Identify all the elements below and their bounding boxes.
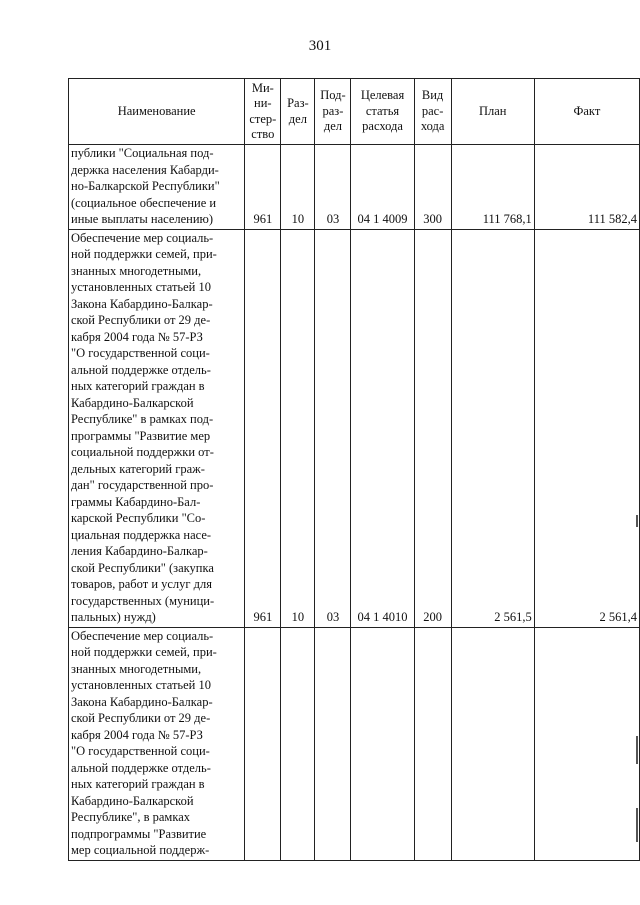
header-subsection-line: раз- [322,103,344,118]
row-name-line: дан" государственной про- [71,478,214,492]
row-name-line: ных категорий граждан в [71,777,205,791]
row-section-cell: 10 [281,229,315,627]
row-target-cell [351,627,414,860]
row-name-line: Закона Кабардино-Балкар- [71,694,213,709]
row-subsection-cell [315,627,351,860]
table-row [69,627,640,860]
row-plan-cell [451,627,534,860]
row-name-line: установленных статьей 10 [71,678,211,692]
row-name-line: ной поддержки семей, при- [71,645,217,659]
row-expense-type-cell: 300 [414,145,451,230]
row-name-line: товаров, работ и услуг для [71,577,213,591]
table-row [69,229,640,627]
row-name-line: ской Республики" (закупка [71,560,214,575]
row-fact-cell [534,627,639,860]
row-plan-cell: 2 561,5 [451,229,534,627]
header-ministry-line: ство [251,127,275,141]
row-name-line: Обеспечение мер социаль- [71,628,214,643]
row-name-line: граммы Кабардино-Бал- [71,494,201,509]
row-name-line: "О государственной соци- [71,744,210,758]
row-name-line: Республике" в рамках под- [71,412,214,426]
row-name-line: Закона Кабардино-Балкар- [71,296,213,311]
header-name: Наименование [69,79,245,145]
row-name-line: но-Балкарской Республики" [71,179,220,193]
row-name-line: Обеспечение мер социаль- [71,230,214,245]
row-name-cell [69,229,245,627]
row-ministry-cell [245,627,281,860]
row-name-line: кабря 2004 года № 57-РЗ [71,727,203,742]
header-ministry-line: Ми- [251,80,274,95]
row-name-line: ления Кабардино-Балкар- [71,544,208,558]
header-subsection [315,79,351,145]
row-ministry-cell: 961 [245,145,281,230]
row-subsection-cell: 03 [315,229,351,627]
header-fact: Факт [534,79,639,145]
row-name-line: карской Республики "Со- [71,511,206,525]
row-name-line: циальная поддержка насе- [71,527,212,542]
header-section-line: Раз- [287,96,309,110]
row-name-line: Кабардино-Балкарской [71,395,194,410]
header-target-line: статья [365,103,400,118]
header-plan: План [451,79,534,145]
row-name-line: Республике", в рамках [71,810,191,824]
row-name-line: иные выплаты населению) [71,212,214,226]
row-name-line: альной поддержке отдель- [71,362,211,377]
row-name-line: "О государственной соци- [71,346,210,360]
header-expense-type-line: хода [420,119,445,134]
row-name-line: держка населения Кабарди- [71,162,219,177]
header-ministry [245,79,281,145]
row-name-line: государственных (муници- [71,593,215,608]
row-section-cell: 10 [281,145,315,230]
scan-edge-mark [636,736,638,764]
header-target-line: Целевая [360,88,405,103]
row-name-line: знанных многодетными, [71,263,202,278]
row-name-line: ской Республики от 29 де- [71,313,211,327]
row-name-cell [69,627,245,860]
row-plan-cell: 111 768,1 [451,145,534,230]
header-subsection-line: Под- [320,88,346,103]
page-number: 301 [308,38,332,54]
row-name-line: знанных многодетными, [71,661,202,676]
header-expense-type [414,79,451,145]
header-expense-type-line: рас- [421,103,444,118]
header-target-line: расхода [362,119,403,134]
row-expense-type-cell [414,627,451,860]
row-name-line: публики "Социальная под- [71,146,214,160]
row-name-line: мер социальной поддерж- [71,843,210,857]
row-name-line: ных категорий граждан в [71,379,205,393]
header-expense-type-line: Вид [421,88,444,103]
row-name-line: Кабардино-Балкарской [71,793,194,808]
row-target-cell: 04 1 4010 [351,229,414,627]
row-fact-cell: 111 582,4 [534,145,639,230]
header-section [281,79,315,145]
row-fact-cell: 2 561,4 [534,229,639,627]
header-ministry-line: ни- [254,96,272,110]
row-subsection-cell: 03 [315,145,351,230]
header-section-line: дел [288,111,307,126]
row-name-line: альной поддержке отдель- [71,760,211,775]
row-name-line: социальной поддержки от- [71,445,214,459]
row-name-line: (социальное обеспечение и [71,195,217,210]
header-target [351,79,414,145]
row-name-line: пальных) нужд) [71,610,156,624]
row-name-line: установленных статьей 10 [71,280,211,294]
header-ministry-line: стер- [249,111,277,126]
row-name-line: ной поддержки семей, при- [71,247,217,261]
table-row [69,145,640,230]
row-name-line: дельных категорий граж- [71,461,205,476]
row-name-line: программы "Развитие мер [71,428,211,443]
row-name-line: подпрограммы "Развитие [71,826,207,841]
row-name-line: кабря 2004 года № 57-РЗ [71,329,203,344]
budget-table [68,78,640,861]
row-section-cell [281,627,315,860]
header-row [69,79,640,145]
scan-edge-mark [636,515,638,527]
row-name-line: ской Республики от 29 де- [71,711,211,725]
header-subsection-line: дел [323,119,343,134]
scan-edge-mark [636,808,638,842]
row-ministry-cell: 961 [245,229,281,627]
row-target-cell: 04 1 4009 [351,145,414,230]
row-name-cell [69,145,245,230]
row-expense-type-cell: 200 [414,229,451,627]
